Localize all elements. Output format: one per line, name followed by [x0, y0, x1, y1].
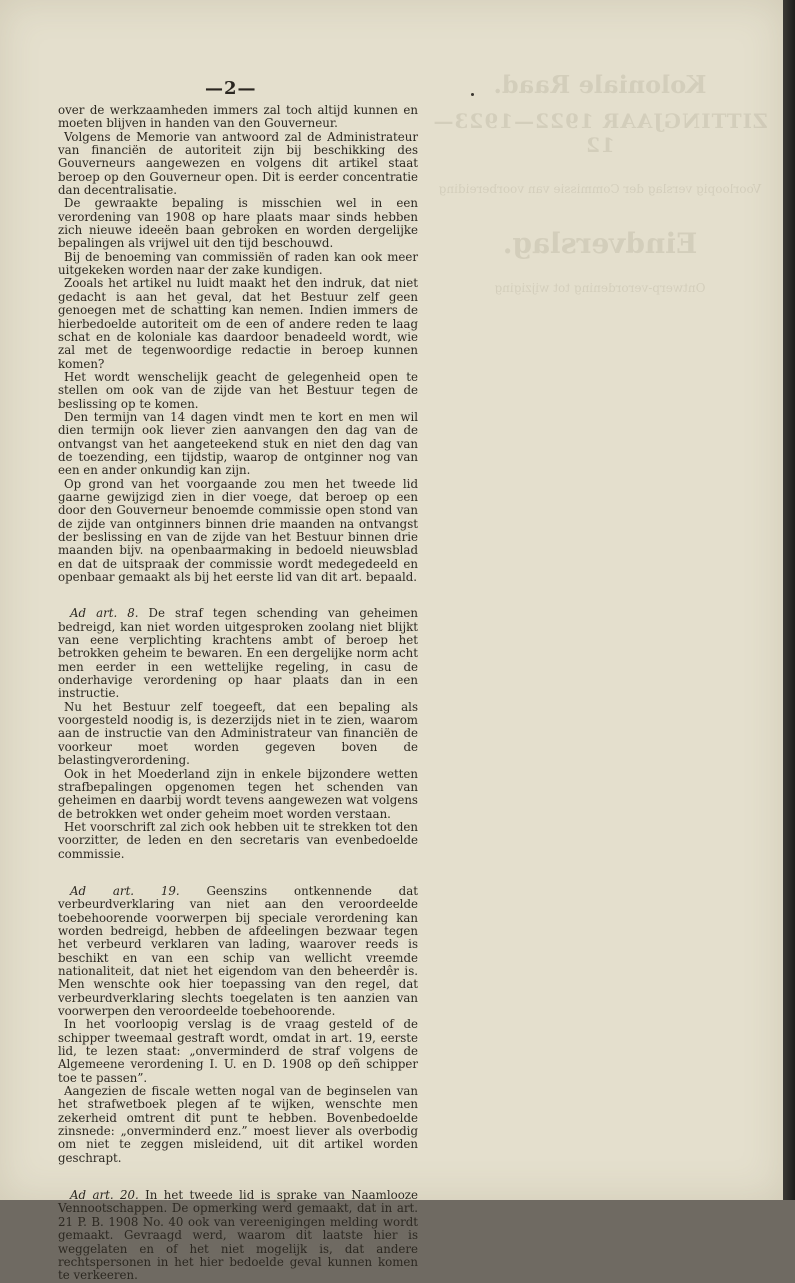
paragraph: over de werkzaamheden immers zal toch altijd kunnen en moeten blijven in handen van den Gouverneur.	[58, 103, 418, 131]
paragraph: Het wordt wenschelijk geacht de gelegenheid open te stellen om ook van de zijde van het Bestuur tegen de beslissing op te komen.	[58, 369, 418, 411]
article-label: Ad art. 20.	[70, 1188, 139, 1203]
article-label: Ad art. 8.	[70, 606, 139, 621]
paragraph: In het voorloopig verslag is de vraag gesteld of de schipper tweemaal gestraft wordt, omdat in art. 19, eerste lid, te lezen staat: „onverminderd de straf volgens de Algemeene verordening I. U. en D. 1908 op deñ schipper toe te passen”.	[58, 1017, 418, 1085]
show-through-text	[430, 70, 770, 296]
paragraph: Aangezien de fiscale wetten nogal van de beginselen van het strafwetboek plegen af te wijken, wenschte men zekerheid omtrent dit punt te hebben. Bovenbedoelde zinsnede: „onverminderd enz.” moest liever als overbodig om niet te zeggen misleidend, uit dit artikel worden geschrapt.	[58, 1084, 418, 1165]
paragraph-text: Geenszins ontkennende dat verbeurdverklaring van niet aan den veroordeelde toebehoorende voorwerpen bij speciale verordening kan worden bedreigd, hebben de afdeelingen bezwaar tegen het verbeurd verklaren van lading, waarover reeds is beschikt en van een schip van wellicht vreemde nationaliteit, dat niet het eigendom van den beheerdêr is. Men wenschte ook hier toepassing van den regel, dat verbeurdverklaring slechts toegelaten is ten aanzien van voorwerpen den veroordeelde toebehoorende.	[58, 883, 418, 1018]
show-through-line: ZITTINGJAAR 1922—1923—12	[432, 109, 768, 157]
article-section-8	[58, 607, 418, 700]
paragraph: Nu het Bestuur zelf toegeeft, dat een bepaling als voorgesteld noodig is, is dezerzijds niet in te zien, waarom aan de instructie van den Administrateur van financiën de voorkeur moet worden gegeven boven de belastingverordening.	[58, 699, 418, 768]
paragraph: Ook in het Moederland zijn in enkele bijzondere wetten strafbepalingen opgenomen tegen het schenden van geheimen en daarbij wordt tevens aangewezen wat volgens de betrokken wet onder geheim moet worden verstaan.	[58, 766, 418, 821]
paragraph: Den termijn van 14 dagen vindt men te kort en men wil dien termijn ook liever zien aanvangen den dag van de ontvangst van het aangeteekend stuk en niet den dag van de toezending, een tijdstip, waarop de ontginner nog van een en ander onkundig kan zijn.	[58, 409, 418, 478]
article-section-20	[58, 1189, 418, 1282]
article-label: Ad art. 19.	[70, 883, 180, 898]
show-through-line: Koloniale Raad.	[493, 70, 707, 99]
paragraph: Het voorschrift zal zich ook hebben uit te strekken tot den voorzitter, de leden en den secretaris van evenbedoelde commissie.	[58, 819, 418, 861]
body-text	[58, 104, 418, 1283]
paragraph: De gewraakte bepaling is misschien wel in een verordening van 1908 op hare plaats maar sinds hebben zich nieuwe ideeën baan gebroken en worden dergelijke bepalingen als vrijwel uit den tijd beschouwd.	[58, 196, 418, 251]
page-number: —2—	[205, 78, 257, 99]
ink-dot	[471, 93, 474, 96]
paragraph: Bij de benoeming van commissiën of raden kan ook meer uitgekeken worden naar der zake kundigen.	[58, 249, 418, 278]
paragraph-text: In het tweede lid is sprake van Naamlooze Vennootschappen. De opmerking werd gemaakt, dat in art. 21 P. B. 1908 No. 40 ook van vereenigingen melding wordt gemaakt. Gevraagd werd, waarom dit laatste hier is weggelaten en of het niet mogelijk is, dat andere rechtspersonen in het hier bedoelde geval kunnen komen te verkeeren.	[58, 1188, 419, 1283]
paragraph: Op grond van het voorgaande zou men het tweede lid gaarne gewijzigd zien in dier voege, dat beroep op een door den Gouverneur benoemde commissie open stond van de zijde van ontginners binnen drie maanden na ontvangst der beslissing en van de zijde van het Bestuur binnen drie maanden bijv. na openbaarmaking in bedoeld nieuwsblad en dat de uitspraak der commissie wordt medegedeeld en openbaar gemaakt als bij het eerste lid van dit art. bepaald.	[58, 476, 418, 585]
page-edge-shadow	[783, 0, 795, 1200]
paragraph: Zooals het artikel nu luidt maakt het den indruk, dat niet gedacht is aan het geval, dat het Bestuur zelf geen genoegen met de schatting kan nemen. Indien immers de hierbedoelde autoriteit om de een of andere reden te laag schat en de koloniale kas daardoor benadeeld wordt, wie zal met de tegenwoordige redactie in beroep kunnen komen?	[58, 276, 418, 371]
paragraph: Volgens de Memorie van antwoord zal de Administrateur van financiën de autoriteit zijn bij beschikking des Gouverneurs aangewezen en volgens dit artikel staat beroep op den Gouverneur open. Dit is eerder concentratie dan decentralisatie.	[58, 129, 418, 198]
paragraph-text: De straf tegen schending van geheimen bedreigd, kan niet worden uitgesproken zoolang niet blijkt van eene verplichting krachtens ambt of beroep het betrokken geheim te bewaren. En een dergelijke norm acht men eerder in een wettelijke regeling, in casu de onderhavige verordening op haar plaats dan in een instructie.	[58, 606, 418, 701]
show-through-line: Eindverslag.	[502, 227, 698, 260]
article-section-19	[58, 885, 418, 1018]
show-through-line: Ontwerp-verordening tot wijziging	[494, 281, 706, 295]
show-through-line: Voorloopig verslag der Commissie van voorbereiding	[438, 182, 762, 196]
